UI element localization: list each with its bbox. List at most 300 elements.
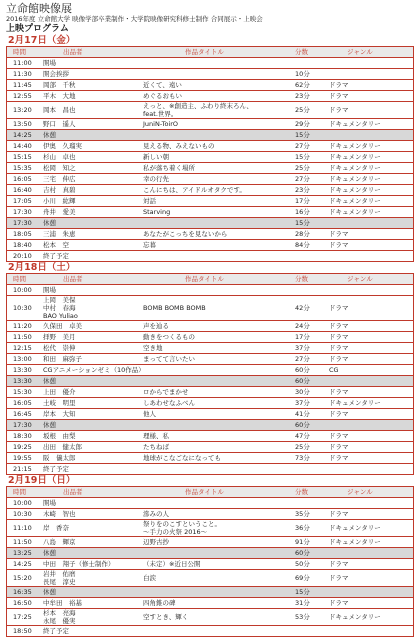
work-title: たちねば (143, 443, 169, 451)
title-cell (143, 548, 295, 558)
exhibitor-name: 中村 春海 (43, 304, 76, 312)
schedule-row (7, 101, 413, 118)
day-heading: 2月18日（土） (6, 262, 414, 274)
exhibitor-name: 久保田 卓美 (43, 322, 82, 330)
time-cell: 13:30 (13, 366, 32, 374)
exhibitor-name: 坂根 由梨 (43, 432, 76, 440)
work-title: 四角錐の碑 (143, 599, 176, 607)
exhibitor-cell (43, 152, 143, 162)
genre-cell (329, 58, 413, 68)
genre-cell: ドラマ (329, 355, 349, 363)
title-cell (143, 174, 295, 184)
work-title: ロからでまかせ (143, 388, 189, 396)
time-cell: 13:50 (13, 120, 32, 128)
duration-cell: 37分 (295, 399, 310, 407)
exhibitor-name: 松岡 知之 (43, 164, 76, 172)
exhibitor-cell (43, 442, 143, 452)
schedule-row (7, 397, 413, 408)
work-title: えっと、※創造主、ふわり終末ろん、 (143, 102, 253, 110)
duration-cell: 27分 (295, 175, 310, 183)
exhibitor-name: 舟井 愛美 (43, 208, 76, 216)
genre-cell: ドキュメンタリー (329, 175, 381, 183)
genre-cell: ドラマ (329, 443, 349, 451)
exhibitor-cell (43, 58, 143, 68)
work-title: JuniN-ToirO (143, 120, 179, 128)
time-cell: 20:10 (13, 252, 32, 260)
schedule-row (7, 586, 413, 597)
column-header-title: 作品タイトル (185, 275, 224, 283)
duration-cell: 16分 (295, 208, 310, 216)
genre-cell (329, 218, 413, 228)
genre-cell: ドラマ (329, 322, 349, 330)
exhibitor-name: 木崎 智也 (43, 510, 76, 518)
genre-cell: ドラマ (329, 454, 349, 462)
time-cell: 15:20 (13, 574, 32, 582)
genre-cell: ドラマ (329, 574, 349, 582)
exhibitor-name: 岡本 昌也 (43, 106, 76, 114)
schedule-table (6, 487, 414, 637)
schedule-row (7, 519, 413, 536)
duration-cell: 23分 (295, 186, 310, 194)
duration-cell (295, 58, 329, 68)
duration-cell: 53分 (295, 613, 310, 621)
day-section (6, 35, 414, 262)
title-cell (143, 141, 295, 151)
duration-cell: 28分 (295, 230, 310, 238)
title-cell (143, 464, 295, 474)
exhibitor-name: BAO Yuliao (43, 312, 78, 320)
time-cell: 10:30 (13, 304, 32, 312)
time-cell: 17:25 (13, 613, 32, 621)
exhibitor-name: 和田 麻弥子 (43, 355, 82, 363)
genre-cell: CG (329, 366, 339, 374)
duration-cell: 15分 (295, 219, 310, 227)
exhibitor-name: 休憩 (43, 377, 56, 385)
column-header-genre: ジャンル (347, 48, 373, 56)
schedule-row (7, 206, 413, 217)
title-cell (143, 570, 295, 586)
exhibitor-name: 永尾 優実 (43, 617, 76, 625)
time-cell: 12:55 (13, 92, 32, 100)
genre-cell: ドラマ (329, 241, 349, 249)
duration-cell: 27分 (295, 355, 310, 363)
duration-cell: 25分 (295, 164, 310, 172)
title-cell (143, 102, 295, 118)
time-cell: 21:15 (13, 465, 32, 473)
time-cell: 11:45 (13, 81, 32, 89)
duration-cell: 42分 (295, 304, 310, 312)
exhibitor-name: 岩井 佑磨 (43, 570, 76, 578)
genre-cell: ドラマ (329, 388, 349, 396)
schedule-row (7, 569, 413, 586)
exhibitor-cell (43, 598, 143, 608)
exhibitor-cell (43, 609, 143, 625)
duration-cell: 36分 (295, 524, 310, 532)
column-header-title: 作品タイトル (185, 488, 224, 496)
exhibitor-name: 休憩 (43, 219, 56, 227)
title-cell (143, 296, 295, 320)
title-cell (143, 196, 295, 206)
time-cell: 17:30 (13, 208, 32, 216)
schedule-row (7, 228, 413, 239)
exhibitor-name: 上岡 美保 (43, 296, 76, 304)
title-cell (143, 285, 295, 295)
exhibitor-name: 杉山 卓也 (43, 153, 76, 161)
genre-cell: ドキュメンタリー (329, 538, 381, 546)
duration-cell: 10分 (295, 70, 310, 78)
duration-cell (295, 285, 329, 295)
schedule-row (7, 441, 413, 452)
exhibitor-name: 上田 優介 (43, 388, 76, 396)
time-cell: 15:35 (13, 164, 32, 172)
schedule-row (7, 331, 413, 342)
page-subtitle: 2016年度 立命館大学 映像学部卒業制作・大学院映像研究科修士制作 合同展示・上映会 (6, 15, 263, 23)
time-cell: 17:30 (13, 421, 32, 429)
schedule-row (7, 408, 413, 419)
time-cell: 11:20 (13, 322, 32, 330)
work-title: こんにちは、アイドルオタクです。 (143, 186, 246, 194)
genre-cell: ドラマ (329, 344, 349, 352)
exhibitor-name: 平木 大地 (43, 92, 76, 100)
exhibitor-cell (43, 240, 143, 250)
time-cell: 15:30 (13, 388, 32, 396)
duration-cell: 15分 (295, 588, 310, 596)
genre-cell: ドキュメンタリー (329, 208, 381, 216)
title-cell (143, 207, 295, 217)
schedule-row (7, 320, 413, 331)
exhibitor-cell (43, 354, 143, 364)
exhibitor-name: 終了予定 (43, 252, 69, 260)
time-cell: 16:50 (13, 599, 32, 607)
genre-cell: ドキュメンタリー (329, 613, 381, 621)
exhibitor-cell (43, 420, 143, 430)
schedule-row (7, 250, 413, 261)
column-header-time: 時間 (13, 275, 26, 283)
genre-cell: ドキュメンタリー (329, 153, 381, 161)
exhibitor-name: 中牟田 裕基 (43, 599, 82, 607)
time-cell: 10:00 (13, 286, 32, 294)
title-cell (143, 218, 295, 228)
exhibitor-cell (43, 80, 143, 90)
time-cell: 18:05 (13, 230, 32, 238)
time-cell: 14:25 (13, 131, 32, 139)
work-title: 近くて、遠い (143, 81, 182, 89)
genre-cell: ドラマ (329, 304, 349, 312)
exhibitor-cell (43, 343, 143, 353)
column-header-time: 時間 (13, 488, 26, 496)
schedule-row (7, 195, 413, 206)
schedule (0, 35, 420, 637)
title-cell (143, 387, 295, 397)
schedule-row (7, 430, 413, 441)
genre-cell: ドキュメンタリー (329, 399, 381, 407)
exhibitor-cell (43, 398, 143, 408)
exhibitor-cell (43, 537, 143, 547)
title-cell (143, 453, 295, 463)
exhibitor-cell (43, 587, 143, 597)
genre-cell (329, 498, 413, 508)
schedule-row (7, 184, 413, 195)
genre-cell: ドキュメンタリー (329, 120, 381, 128)
exhibitor-name: 出田 健太郎 (43, 443, 82, 451)
exhibitor-cell (43, 285, 143, 295)
time-cell: 13:30 (13, 377, 32, 385)
column-header-min: 分数 (295, 48, 308, 56)
schedule-row (7, 625, 413, 636)
exhibitor-name: 休憩 (43, 588, 56, 596)
work-title: まってて言いたい (143, 355, 195, 363)
genre-cell: ドラマ (329, 106, 349, 114)
exhibitor-name: 吉村 真碧 (43, 186, 76, 194)
genre-cell (329, 626, 413, 636)
title-cell (143, 626, 295, 636)
work-title: Starving (143, 208, 171, 216)
time-cell: 19:25 (13, 443, 32, 451)
time-cell: 11:50 (13, 538, 32, 546)
schedule-row (7, 57, 413, 68)
schedule-row (7, 547, 413, 558)
title-cell (143, 498, 295, 508)
program-heading: 上映プログラム (6, 24, 69, 34)
title-cell (143, 520, 295, 536)
title-cell (143, 442, 295, 452)
exhibitor-name: 開場 (43, 59, 56, 67)
title-cell (143, 332, 295, 342)
genre-cell: ドラマ (329, 333, 349, 341)
time-cell: 11:10 (13, 524, 32, 532)
exhibitor-cell (43, 163, 143, 173)
title-cell (143, 537, 295, 547)
exhibitor-name: 杉本 亮海 (43, 609, 76, 617)
genre-cell (329, 548, 413, 558)
schedule-row (7, 118, 413, 129)
schedule-table (6, 47, 414, 262)
column-header-genre: ジャンル (347, 488, 373, 496)
work-title: 辺野古抄 (143, 538, 169, 546)
time-cell: 16:40 (13, 186, 32, 194)
exhibitor-name: 阪 儀太郎 (43, 454, 76, 462)
schedule-row (7, 452, 413, 463)
day-heading: 2月19日（日） (6, 475, 414, 487)
work-title: 私が落ち着く場所 (143, 164, 195, 172)
time-cell: 16:35 (13, 588, 32, 596)
duration-cell: 27分 (295, 142, 310, 150)
column-header-genre: ジャンル (347, 275, 373, 283)
title-cell (143, 229, 295, 239)
time-cell: 18:30 (13, 432, 32, 440)
schedule-row (7, 364, 413, 375)
exhibitor-cell (43, 559, 143, 569)
column-header-min: 分数 (295, 275, 308, 283)
time-cell: 13:00 (13, 355, 32, 363)
genre-cell: ドラマ (329, 599, 349, 607)
duration-cell: 60分 (295, 366, 310, 374)
work-title: 動きをつくるもの (143, 333, 195, 341)
exhibitor-cell (43, 520, 143, 536)
exhibitor-cell (43, 185, 143, 195)
time-cell: 16:05 (13, 399, 32, 407)
exhibitor-name: 開会挨拶 (43, 70, 69, 78)
work-title: 祭りをのこすということ。 (143, 520, 221, 528)
title-cell (143, 376, 295, 386)
exhibitor-name: CGアニメーションゼミ（10作品） (43, 366, 145, 374)
title-cell (143, 598, 295, 608)
exhibitor-name: 岸 香奈 (43, 524, 69, 532)
time-cell: 16:45 (13, 410, 32, 418)
duration-cell: 25分 (295, 106, 310, 114)
day-section (6, 475, 414, 637)
duration-cell: 41分 (295, 410, 310, 418)
schedule-row (7, 295, 413, 320)
column-header-min: 分数 (295, 488, 308, 496)
work-title: （未定）※近日公開 (143, 560, 201, 568)
exhibitor-cell (43, 548, 143, 558)
exhibitor-cell (43, 376, 143, 386)
genre-cell (329, 251, 413, 261)
work-title: 他人 (143, 410, 156, 418)
genre-cell (329, 69, 413, 79)
work-title: 白涙 (143, 574, 156, 582)
exhibitor-name: 三宅 伸広 (43, 175, 76, 183)
exhibitor-cell (43, 207, 143, 217)
exhibitor-cell (43, 431, 143, 441)
title-cell (143, 152, 295, 162)
duration-cell: 15分 (295, 131, 310, 139)
time-cell: 17:30 (13, 219, 32, 227)
duration-cell: 24分 (295, 322, 310, 330)
schedule-row (7, 162, 413, 173)
schedule-row (7, 68, 413, 79)
exhibitor-cell (43, 365, 143, 375)
duration-cell: 25分 (295, 443, 310, 451)
title-cell (143, 398, 295, 408)
schedule-row (7, 140, 413, 151)
work-title: あなたがこっちを見ないから (143, 230, 228, 238)
work-title: feat.世界。 (143, 110, 178, 118)
schedule-row (7, 558, 413, 569)
exhibitor-name: 長尾 淳史 (43, 578, 76, 586)
exhibitor-cell (43, 229, 143, 239)
time-cell: 13:20 (13, 106, 32, 114)
schedule-row (7, 536, 413, 547)
title-cell (143, 251, 295, 261)
time-cell: 18:40 (13, 241, 32, 249)
genre-cell: ドラマ (329, 92, 349, 100)
title-cell (143, 185, 295, 195)
column-header-names: 出品者 (63, 488, 83, 496)
title-cell (143, 409, 295, 419)
title-cell (143, 163, 295, 173)
page-header (0, 0, 420, 35)
time-cell: 10:30 (13, 510, 32, 518)
exhibitor-cell (43, 464, 143, 474)
genre-cell: ドキュメンタリー (329, 142, 381, 150)
exhibitor-cell (43, 332, 143, 342)
schedule-row (7, 217, 413, 228)
time-cell: 11:30 (13, 70, 32, 78)
work-title: 対話 (143, 197, 156, 205)
schedule-row (7, 608, 413, 625)
exhibitor-name: 野口 遥人 (43, 120, 76, 128)
schedule-row (7, 79, 413, 90)
title-cell (143, 119, 295, 129)
work-title: 幸の行先 (143, 175, 169, 183)
genre-cell (329, 464, 413, 474)
genre-cell: ドラマ (329, 81, 349, 89)
title-cell (143, 91, 295, 101)
exhibitor-name: 岸本 大知 (43, 410, 76, 418)
exhibitor-name: 休憩 (43, 421, 56, 429)
duration-cell: 60分 (295, 377, 310, 385)
time-cell: 11:50 (13, 333, 32, 341)
work-title: ～手力の火祭 2016～ (143, 528, 208, 536)
genre-cell: ドキュメンタリー (329, 186, 381, 194)
duration-cell: 29分 (295, 120, 310, 128)
schedule-row (7, 497, 413, 508)
duration-cell: 23分 (295, 92, 310, 100)
genre-cell (329, 376, 413, 386)
duration-cell (295, 626, 329, 636)
exhibitor-name: 岡部 千秋 (43, 81, 76, 89)
exhibitor-cell (43, 69, 143, 79)
duration-cell (295, 464, 329, 474)
title-cell (143, 354, 295, 364)
title-cell (143, 509, 295, 519)
duration-cell: 31分 (295, 599, 310, 607)
genre-cell: ドキュメンタリー (329, 164, 381, 172)
exhibitor-name: 休憩 (43, 549, 56, 557)
exhibitor-cell (43, 453, 143, 463)
duration-cell: 30分 (295, 388, 310, 396)
exhibitor-name: 松本 空 (43, 241, 69, 249)
work-title: めぐるおもい (143, 92, 182, 100)
exhibitor-cell (43, 387, 143, 397)
duration-cell: 37分 (295, 344, 310, 352)
title-cell (143, 609, 295, 625)
exhibitor-cell (43, 119, 143, 129)
genre-cell: ドラマ (329, 560, 349, 568)
exhibitor-cell (43, 91, 143, 101)
genre-cell (329, 285, 413, 295)
title-cell (143, 80, 295, 90)
work-title: 空き地 (143, 344, 163, 352)
genre-cell: ドラマ (329, 432, 349, 440)
duration-cell: 69分 (295, 574, 310, 582)
work-title: 忘暮 (143, 241, 156, 249)
day-section (6, 262, 414, 475)
duration-cell: 15分 (295, 153, 310, 161)
title-cell (143, 240, 295, 250)
exhibitor-name: 三浦 朱恵 (43, 230, 76, 238)
title-cell (143, 431, 295, 441)
schedule-row (7, 375, 413, 386)
column-header-time: 時間 (13, 48, 26, 56)
column-header-names: 出品者 (63, 48, 83, 56)
exhibitor-cell (43, 509, 143, 519)
time-cell: 11:00 (13, 59, 32, 67)
work-title: BOMB BOMB BOMB (143, 304, 206, 312)
schedule-row (7, 129, 413, 140)
exhibitor-cell (43, 102, 143, 118)
exhibitor-name: 終了予定 (43, 465, 69, 473)
schedule-row (7, 463, 413, 474)
exhibitor-cell (43, 141, 143, 151)
time-cell: 19:55 (13, 454, 32, 462)
duration-cell: 62分 (295, 81, 310, 89)
exhibitor-name: 小川 紘輝 (43, 197, 76, 205)
exhibitor-name: 八島 輝京 (43, 538, 76, 546)
duration-cell: 73分 (295, 454, 310, 462)
